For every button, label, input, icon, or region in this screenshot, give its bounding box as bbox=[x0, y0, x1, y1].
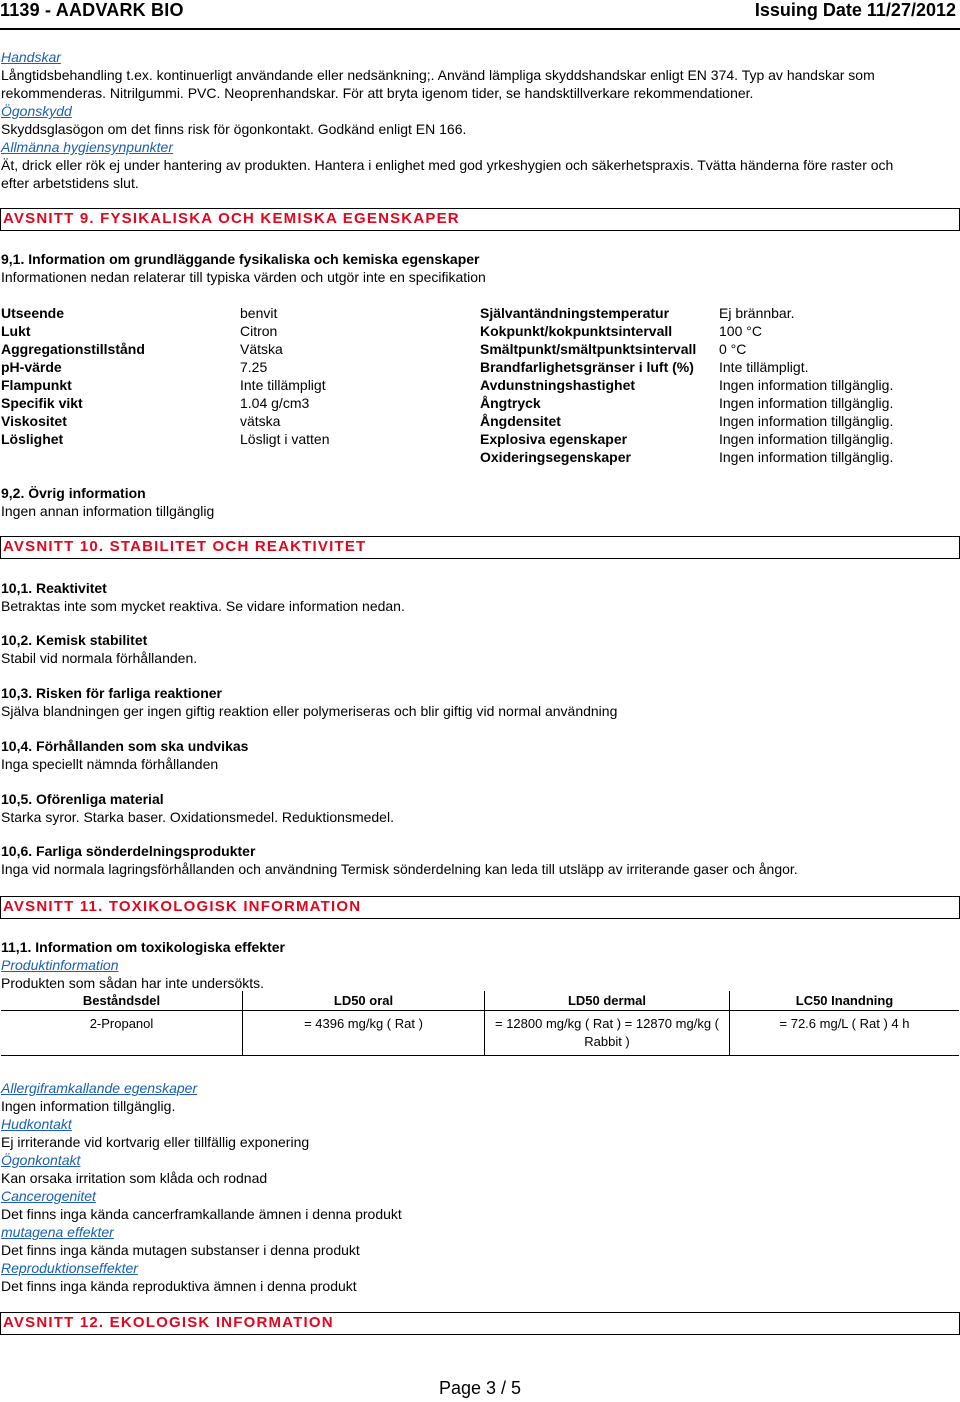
gloves-text-line2: rekommenderas. Nitrilgummi. PVC. Neoprenhandskar. För att bryta igenom tider, se handsktillverkare rekommendationer. bbox=[1, 85, 754, 101]
subsection-10-5-title: 10,5. Oförenliga material bbox=[1, 791, 164, 807]
section-12-banner bbox=[0, 1312, 960, 1335]
hygiene-heading: Allmänna hygiensynpunkter bbox=[1, 139, 173, 155]
mutagenic-heading: mutagena effekter bbox=[1, 1224, 114, 1240]
property-name: Specifik vikt bbox=[1, 395, 83, 411]
subsection-10-1-text: Betraktas inte som mycket reaktiva. Se vidare information nedan. bbox=[1, 598, 405, 614]
column-header: LD50 dermal bbox=[485, 991, 730, 1011]
property-name: Aggregationstillstånd bbox=[1, 341, 145, 357]
property-value: Ingen information tillgänglig. bbox=[719, 449, 894, 465]
property-name: Brandfarlighetsgränser i luft (%) bbox=[480, 359, 694, 375]
table-cell: = 12800 mg/kg ( Rat ) = 12870 mg/kg ( Rabbit ) bbox=[485, 1011, 730, 1056]
property-name: Löslighet bbox=[1, 431, 64, 447]
subsection-10-5-text: Starka syror. Starka baser. Oxidationsmedel. Reduktionsmedel. bbox=[1, 809, 394, 825]
property-name: Ångdensitet bbox=[480, 413, 561, 429]
section-9-banner bbox=[0, 208, 960, 231]
property-value: Ej brännbar. bbox=[719, 305, 795, 321]
subsection-10-3-title: 10,3. Risken för farliga reaktioner bbox=[1, 685, 222, 701]
subsection-9-1-text: Informationen nedan relaterar till typiska värden och utgör inte en specifikation bbox=[1, 269, 486, 285]
property-name: Flampunkt bbox=[1, 377, 72, 393]
table-cell: 2-Propanol bbox=[1, 1011, 243, 1056]
eye-contact-heading: Ögonkontakt bbox=[1, 1152, 81, 1168]
gloves-heading: Handskar bbox=[1, 49, 61, 65]
property-value: 0 °C bbox=[719, 341, 747, 357]
eye-protection-heading: Ögonskydd bbox=[1, 103, 72, 119]
property-name: Avdunstningshastighet bbox=[480, 377, 636, 393]
subsection-10-4-text: Inga speciellt nämnda förhållanden bbox=[1, 756, 219, 772]
page-number: Page 3 / 5 bbox=[438, 1378, 522, 1398]
subsection-10-4-title: 10,4. Förhållanden som ska undvikas bbox=[1, 738, 249, 754]
property-value: Inte tillämpligt. bbox=[719, 359, 809, 375]
eye-protection-text: Skyddsglasögon om det finns risk för ögonkontakt. Godkänd enligt EN 166. bbox=[1, 121, 467, 137]
property-value: Ingen information tillgänglig. bbox=[719, 431, 894, 447]
property-name: Utseende bbox=[1, 305, 65, 321]
property-row bbox=[1, 323, 959, 341]
allergy-text: Ingen information tillgänglig. bbox=[1, 1098, 176, 1114]
product-info-heading: Produktinformation bbox=[1, 957, 119, 973]
section-10-banner bbox=[0, 536, 960, 559]
subsection-10-6-text: Inga vid normala lagringsförhållanden och användning Termisk sönderdelning kan leda till utsläpp av irriterande gaser och ångor. bbox=[1, 861, 798, 877]
eye-contact-text: Kan orsaka irritation som klåda och rodnad bbox=[1, 1170, 268, 1186]
subsection-10-3-text: Själva blandningen ger ingen giftig reaktion eller polymeriseras och blir giftig vid normal användning bbox=[1, 703, 618, 719]
section-12-title: AVSNITT 12. EKOLOGISK INFORMATION bbox=[3, 1314, 334, 1331]
property-value: Citron bbox=[240, 323, 278, 339]
property-name: Smältpunkt/smältpunktsintervall bbox=[480, 341, 697, 357]
property-row bbox=[1, 377, 959, 395]
subsection-9-1-title: 9,1. Information om grundläggande fysikaliska och kemiska egenskaper bbox=[1, 251, 480, 267]
reproductive-heading: Reproduktionseffekter bbox=[1, 1260, 138, 1276]
carcinogenicity-text: Det finns inga kända cancerframkallande ämnen i denna produkt bbox=[1, 1206, 402, 1222]
property-value: Ingen information tillgänglig. bbox=[719, 377, 894, 393]
property-row bbox=[1, 413, 959, 431]
subsection-9-2-title: 9,2. Övrig information bbox=[1, 485, 146, 501]
property-name: Lukt bbox=[1, 323, 31, 339]
section-11-title: AVSNITT 11. TOXIKOLOGISK INFORMATION bbox=[3, 898, 362, 915]
column-header: LD50 oral bbox=[243, 991, 485, 1011]
property-name: Oxideringsegenskaper bbox=[480, 449, 631, 465]
table-cell: = 72.6 mg/L ( Rat ) 4 h bbox=[730, 1011, 960, 1056]
skin-contact-heading: Hudkontakt bbox=[1, 1116, 72, 1132]
subsection-10-2-text: Stabil vid normala förhållanden. bbox=[1, 650, 198, 666]
property-name: Kokpunkt/kokpunktsintervall bbox=[480, 323, 673, 339]
mutagenic-text: Det finns inga kända mutagen substanser i denna produkt bbox=[1, 1242, 360, 1258]
property-value: Lösligt i vatten bbox=[240, 431, 330, 447]
property-row bbox=[1, 341, 959, 359]
property-value: Ingen information tillgänglig. bbox=[719, 413, 894, 429]
carcinogenicity-heading: Cancerogenitet bbox=[1, 1188, 96, 1204]
column-header: Beståndsdel bbox=[1, 991, 243, 1011]
hygiene-text-line2: efter arbetstidens slut. bbox=[1, 175, 139, 191]
table-cell: = 4396 mg/kg ( Rat ) bbox=[243, 1011, 485, 1056]
property-value: benvit bbox=[240, 305, 278, 321]
section-9-title: AVSNITT 9. FYSIKALISKA OCH KEMISKA EGENSKAPER bbox=[3, 210, 460, 227]
hygiene-text-line1: Ät, drick eller rök ej under hantering av produkten. Hantera i enlighet med god yrkeshygien och säkerhetspraxis. Tvätta händerna före raster och bbox=[1, 157, 894, 173]
property-name: Viskositet bbox=[1, 413, 67, 429]
allergy-heading: Allergiframkallande egenskaper bbox=[1, 1080, 198, 1096]
property-value: Inte tillämpligt bbox=[240, 377, 326, 393]
subsection-11-1-title: 11,1. Information om toxikologiska effekter bbox=[1, 939, 285, 955]
property-value: Ingen information tillgänglig. bbox=[719, 395, 894, 411]
property-value: 100 °C bbox=[719, 323, 762, 339]
column-header: LC50 Inandning bbox=[730, 991, 960, 1011]
property-row bbox=[1, 449, 959, 467]
property-row bbox=[1, 431, 959, 449]
property-name: Explosiva egenskaper bbox=[480, 431, 628, 447]
property-value: 1.04 g/cm3 bbox=[240, 395, 310, 411]
property-row bbox=[1, 395, 959, 413]
property-value: Vätska bbox=[240, 341, 283, 357]
property-name: Självantändningstemperatur bbox=[480, 305, 670, 321]
section-11-banner bbox=[0, 896, 960, 919]
property-value: vätska bbox=[240, 413, 281, 429]
issuing-date: Issuing Date 11/27/2012 bbox=[754, 0, 956, 20]
property-row bbox=[1, 359, 959, 377]
product-title: 1139 - AADVARK BIO bbox=[0, 0, 184, 20]
section-10-title: AVSNITT 10. STABILITET OCH REAKTIVITET bbox=[3, 538, 367, 555]
subsection-10-2-title: 10,2. Kemisk stabilitet bbox=[1, 632, 148, 648]
reproductive-text: Det finns inga kända reproduktiva ämnen i denna produkt bbox=[1, 1278, 357, 1294]
header-divider bbox=[0, 28, 960, 30]
property-row bbox=[1, 305, 959, 323]
toxicity-header-row bbox=[1, 991, 959, 1011]
subsection-10-1-title: 10,1. Reaktivitet bbox=[1, 580, 107, 596]
toxicity-row bbox=[1, 1011, 959, 1056]
property-name: pH-värde bbox=[1, 359, 62, 375]
product-info-text: Produkten som sådan har inte undersökts. bbox=[1, 975, 265, 991]
subsection-10-6-title: 10,6. Farliga sönderdelningsprodukter bbox=[1, 843, 256, 859]
subsection-9-2-text: Ingen annan information tillgänglig bbox=[1, 503, 215, 519]
skin-contact-text: Ej irriterande vid kortvarig eller tillfällig exponering bbox=[1, 1134, 310, 1150]
toxicity-table bbox=[1, 991, 959, 1056]
page-header bbox=[0, 0, 960, 24]
gloves-text-line1: Långtidsbehandling t.ex. kontinuerligt användande eller nedsänkning;. Använd lämpliga skyddshandskar enligt EN 374. Typ av handskar som bbox=[1, 67, 875, 83]
property-name: Ångtryck bbox=[480, 395, 541, 411]
property-value: 7.25 bbox=[240, 359, 268, 375]
